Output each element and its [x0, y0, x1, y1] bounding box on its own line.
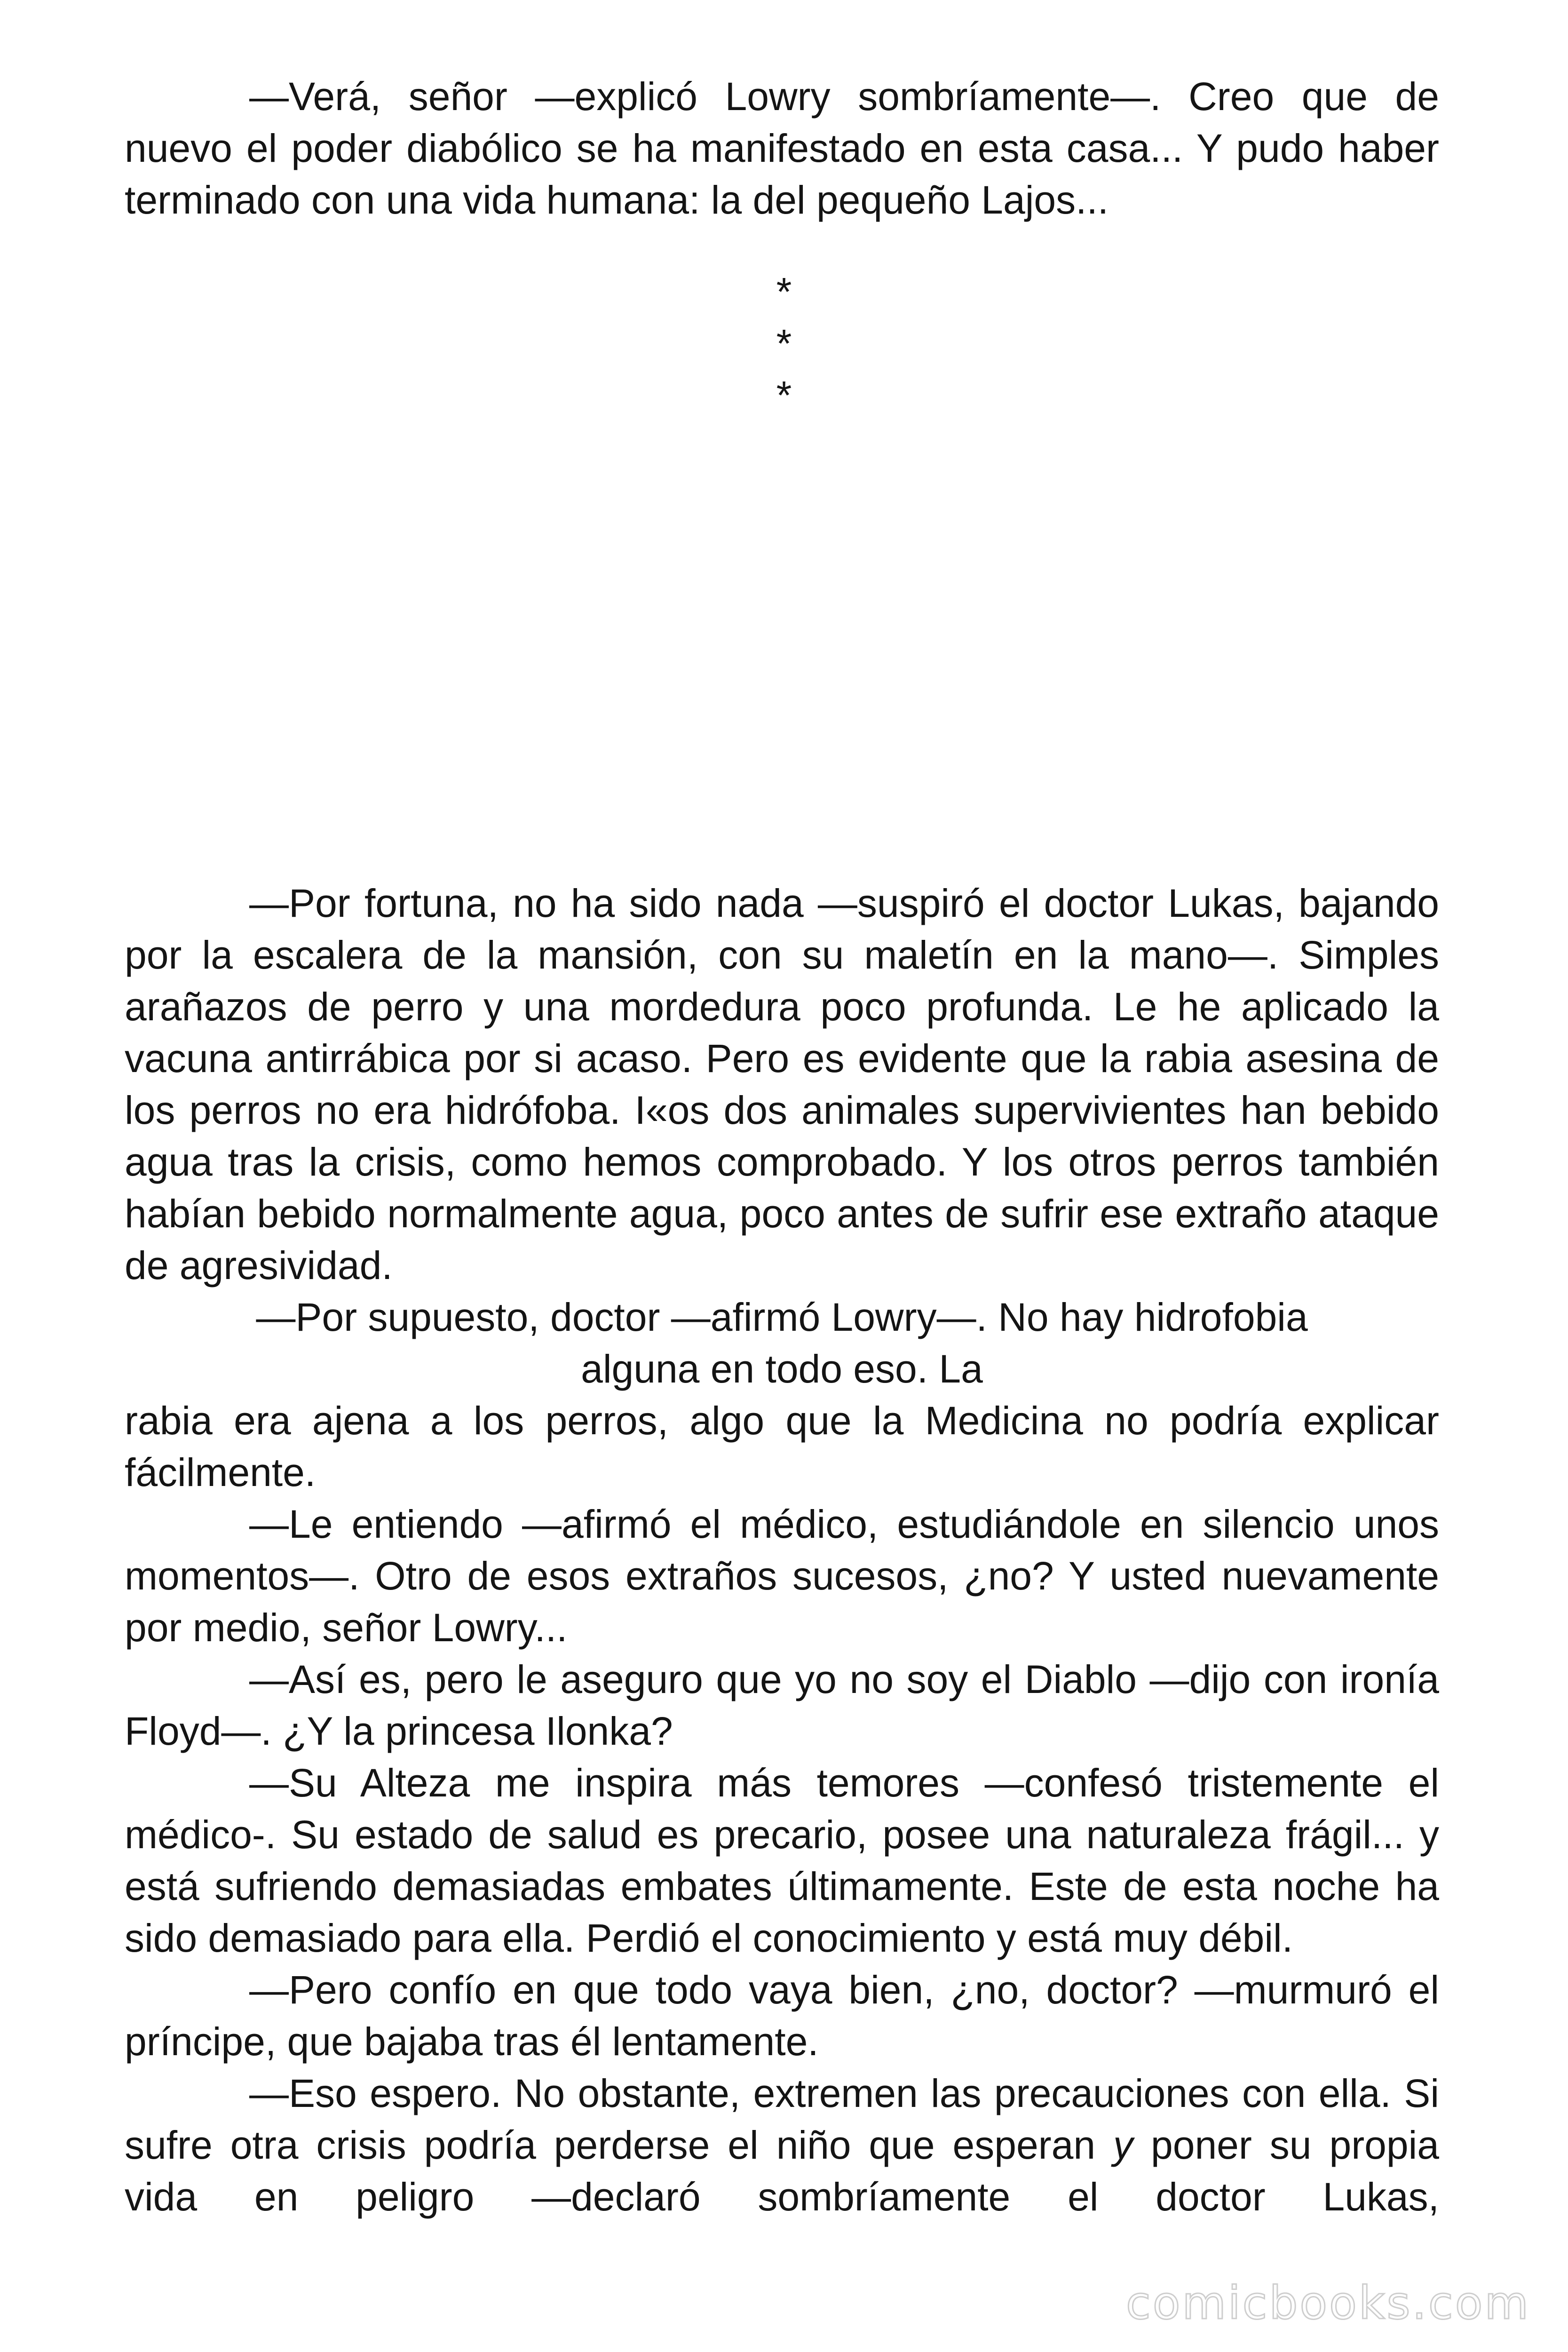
final-text-italic: y	[1113, 2123, 1133, 2167]
watermark-logo: comicbooks.com	[1125, 2277, 1530, 2329]
scene-separator	[0, 266, 1568, 421]
separator-asterisk: *	[776, 373, 792, 417]
separator-asterisk: *	[776, 270, 792, 314]
paragraph-prince-murmurs: —Pero confío en que todo vaya bien, ¿no, doctor? —murmuró el príncipe, que bajaba tras él lentamente.	[125, 1968, 1439, 2064]
paragraph-lowry-reply-line3: rabia era ajena a los perros, algo que la Medicina no podría explicar fácilmente.	[125, 1398, 1439, 1494]
final-text-start: —Eso espero. No obstante, extremen las precauciones con ella. Si sufre otra crisis podría perderse el niño que esperan	[125, 2071, 1439, 2167]
paragraph-medic-understands: —Le entiendo —afirmó el médico, estudiándole en silencio unos momentos—. Otro de esos extraños sucesos, ¿no? Y usted nuevamente por medio, señor Lowry...	[125, 1502, 1439, 1650]
final-text-end: poner su propia vida en peligro —declaró sombríamente el doctor Lukas,	[125, 2123, 1439, 2219]
paragraph-floyd-irony: —Así es, pero le aseguro que yo no soy el Diablo —dijo con ironía Floyd—. ¿Y la princesa Ilonka?	[125, 1657, 1439, 1753]
separator-asterisk: *	[776, 321, 792, 366]
paragraph-lowry-explains: —Verá, señor —explicó Lowry sombríamente—. Creo que de nuevo el poder diabólico se ha manifestado en esta casa... Y pudo haber terminado con una vida humana: la del pequeño Lajos...	[125, 74, 1439, 222]
top-text-block	[125, 71, 1439, 226]
paragraph-lowry-reply-line1: —Por supuesto, doctor —afirmó Lowry—. No hay hidrofobia	[256, 1295, 1308, 1339]
paragraph-final-warning	[125, 2067, 1439, 2223]
paragraph-doctor-lukas: —Por fortuna, no ha sido nada —suspiró el doctor Lukas, bajando por la escalera de la mansión, con su maletín en la mano—. Simples arañazos de perro y una mordedura poco profunda. Le he aplicado la vacuna antirrábica por si acaso. Pero es evidente que la rabia asesina de los perros no era hidrófoba. I«os dos animales supervivientes han bebido agua tras la crisis, como hemos comprobado. Y los otros perros también habían bebido normalmente agua, poco antes de sufrir ese extraño ataque de agresividad.	[125, 881, 1439, 1287]
main-text-block	[125, 877, 1439, 2223]
paragraph-princess-health: —Su Alteza me inspira más temores —confesó tristemente el médico-. Su estado de salud es precario, posee una naturaleza frágil... y está sufriendo demasiadas embates últimamente. Este de esta noche ha sido demasiado para ella. Perdió el conocimiento y está muy débil.	[125, 1761, 1439, 1960]
paragraph-lowry-reply-line2: alguna en todo eso. La	[581, 1347, 983, 1391]
